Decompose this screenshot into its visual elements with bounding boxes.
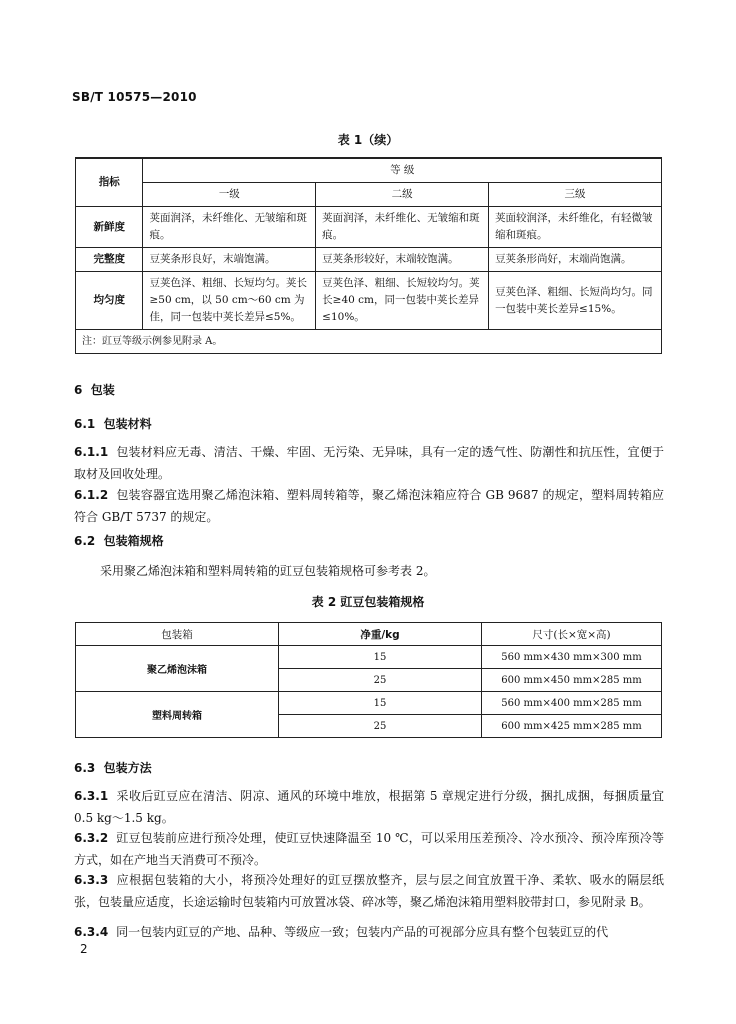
section-6-2-heading (74, 532, 164, 549)
net-weight: 15 (279, 692, 482, 715)
section-number: 6.3 (74, 761, 96, 775)
clause-text: 应根据包装箱的大小，将预冷处理好的豇豆摆放整齐，层与层之间宜放置干净、柔软、吸水的隔层纸张，包装量应适度，长途运输时包装箱内可放置冰袋、碎冰等，聚乙烯泡沫箱用塑料胶带封口，参见附录 B。 (74, 873, 664, 909)
clause-number: 6.3.4 (74, 925, 109, 939)
dimensions: 600 mm×450 mm×285 mm (482, 669, 662, 692)
clause-number: 6.1.2 (74, 488, 109, 502)
clause-text: 采收后豇豆应在清洁、阴凉、通风的环境中堆放，根据第 5 章规定进行分级，捆扎成捆，每捆质量宜 0.5 kg～1.5 kg。 (74, 789, 664, 825)
section-title: 包装箱规格 (103, 534, 164, 548)
clause-text: 包装材料应无毒、清洁、干燥、牢固、无污染、无异味，具有一定的透气性、防潮性和抗压性，宜便于取材及回收处理。 (74, 445, 664, 481)
header-cell: 净重/kg (279, 623, 482, 646)
table-cell: 荚面润泽，未纤维化、无皱缩和斑痕。 (316, 207, 489, 248)
section-number: 6.2 (74, 534, 96, 548)
dimensions: 560 mm×430 mm×300 mm (482, 646, 662, 669)
clause-6-3-4 (74, 921, 664, 943)
clause-text: 豇豆包装前应进行预冷处理，使豇豆快速降温至 10 ℃，可以采用压差预冷、冷水预冷、预冷库预冷等方式，如在产地当天消费可不预冷。 (74, 831, 664, 867)
net-weight: 25 (279, 669, 482, 692)
table-cell: 豆荚色泽、粗细、长短尚均匀。同一包装中荚长差异≤15%。 (489, 272, 662, 330)
paragraph-6-2: 采用聚乙烯泡沫箱和塑料周转箱的豇豆包装箱规格可参考表 2。 (100, 564, 436, 578)
table-cell: 豆荚色泽、粗细、长短较均匀。荚长≥40 cm，同一包装中荚长差异≤10%。 (316, 272, 489, 330)
section-title: 包装方法 (103, 761, 152, 775)
table-cell: 荚面较润泽，未纤维化，有轻微皱缩和斑痕。 (489, 207, 662, 248)
standard-code: SB/T 10575—2010 (72, 90, 197, 104)
section-6-3-heading (74, 759, 152, 776)
net-weight: 25 (279, 715, 482, 738)
grade-header: 一级 (143, 183, 316, 207)
table2-caption: 表 2 豇豆包装箱规格 (311, 595, 425, 609)
grade-header: 三级 (489, 183, 662, 207)
table-row (76, 248, 662, 272)
table-row (76, 646, 662, 669)
clause-number: 6.1.1 (74, 445, 109, 459)
col-indicator: 指标 (76, 158, 143, 207)
clause-number: 6.3.3 (74, 873, 109, 887)
grade-header: 二级 (316, 183, 489, 207)
section-number: 6.1 (74, 417, 96, 431)
clause-6-3-1 (74, 785, 664, 829)
table-cell: 荚面润泽，未纤维化、无皱缩和斑痕。 (143, 207, 316, 248)
dimensions: 600 mm×425 mm×285 mm (482, 715, 662, 738)
row-label: 新鲜度 (76, 207, 143, 248)
section-title: 包装材料 (103, 417, 152, 431)
clause-text: 包装容器宜选用聚乙烯泡沫箱、塑料周转箱等，聚乙烯泡沫箱应符合 GB 9687 的规定，塑料周转箱应符合 GB/T 5737 的规定。 (74, 488, 664, 524)
box-spec-table (75, 622, 662, 738)
clause-number: 6.3.2 (74, 831, 109, 845)
table-cell: 豆荚条形较好，末端较饱满。 (316, 248, 489, 272)
box-type: 塑料周转箱 (76, 692, 279, 738)
clause-number: 6.3.1 (74, 789, 109, 803)
clause-6-1-2 (74, 484, 664, 528)
row-label: 完整度 (76, 248, 143, 272)
row-label: 均匀度 (76, 272, 143, 330)
page-number: 2 (80, 942, 88, 956)
box-type: 聚乙烯泡沫箱 (76, 646, 279, 692)
table-note: 注：豇豆等级示例参见附录 A。 (76, 330, 662, 354)
clause-6-1-1 (74, 441, 664, 485)
clause-text: 同一包装内豇豆的产地、品种、等级应一致；包装内产品的可视部分应具有整个包装豇豆的代 (116, 925, 609, 939)
table-cell: 豆荚条形尚好，末端尚饱满。 (489, 248, 662, 272)
dimensions: 560 mm×400 mm×285 mm (482, 692, 662, 715)
grade-table (75, 157, 662, 354)
header-cell: 包装箱 (76, 623, 279, 646)
table-row (76, 207, 662, 248)
clause-6-3-3 (74, 869, 664, 913)
clause-6-3-2 (74, 827, 664, 871)
section-6-1-heading (74, 415, 152, 432)
table1-caption: 表 1（续） (337, 133, 399, 147)
section-number: 6 (74, 383, 83, 397)
net-weight: 15 (279, 646, 482, 669)
table-row (76, 692, 662, 715)
table-cell: 豆荚条形良好，末端饱满。 (143, 248, 316, 272)
col-grade: 等 级 (143, 158, 662, 183)
section-6-heading (74, 381, 115, 398)
table-cell: 豆荚色泽、粗细、长短均匀。荚长≥50 cm，以 50 cm～60 cm 为佳，同一包装中荚长差异≤5%。 (143, 272, 316, 330)
section-title: 包装 (90, 383, 115, 397)
table-row (76, 272, 662, 330)
header-cell: 尺寸(长×宽×高) (482, 623, 662, 646)
